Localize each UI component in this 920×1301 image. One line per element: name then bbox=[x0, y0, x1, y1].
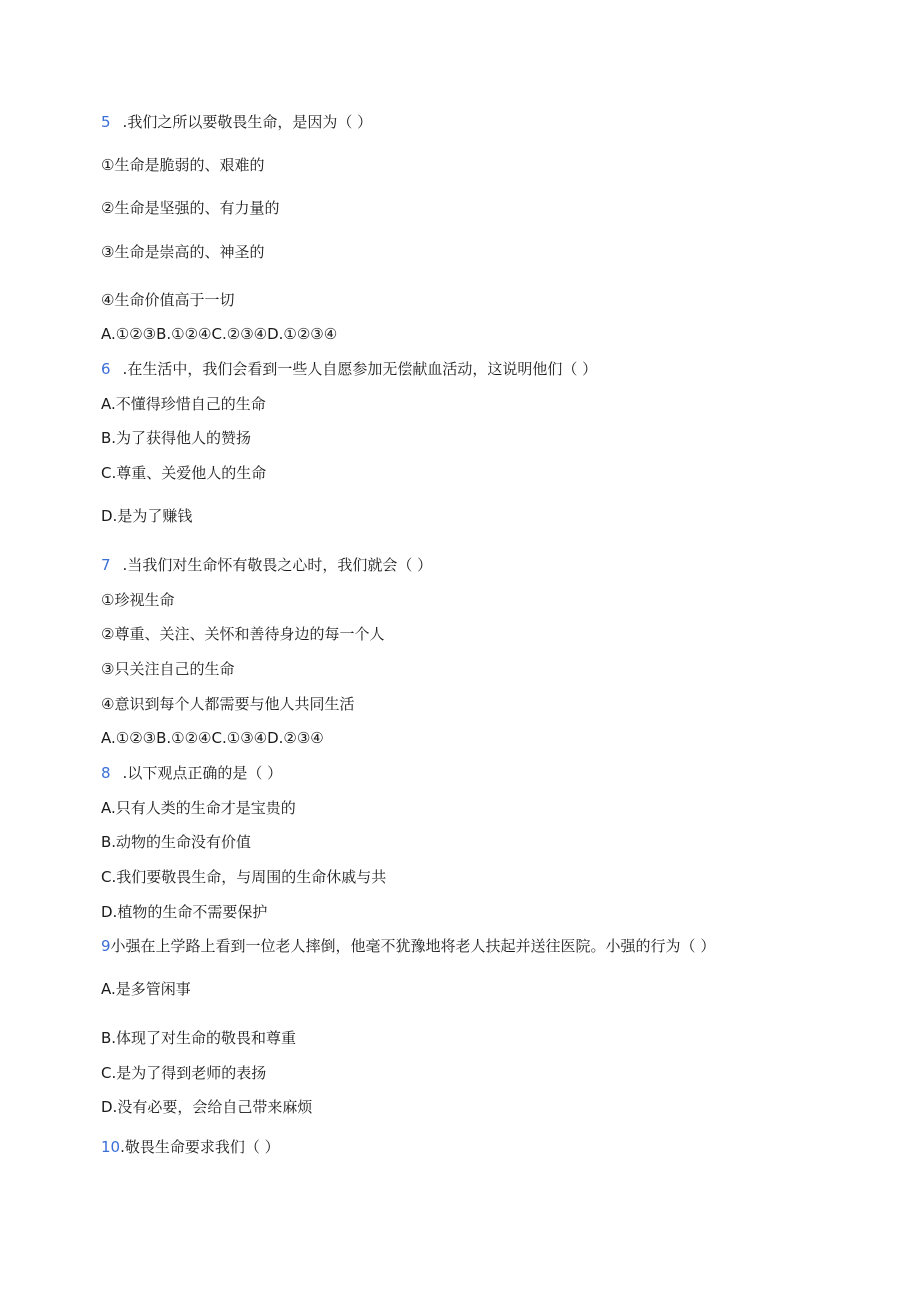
question-7-option-4: ④意识到每个人都需要与他人共同生活 bbox=[101, 695, 355, 713]
question-text: .我们之所以要敬畏生命，是因为（ ） bbox=[122, 113, 373, 131]
question-7-answers: A.①②③B.①②④C.①③④D.②③④ bbox=[101, 729, 324, 747]
question-7-option-2: ②尊重、关注、关怀和善待身边的每一个人 bbox=[101, 625, 385, 643]
question-6-option-d: D.是为了赚钱 bbox=[101, 507, 193, 525]
question-number: 6 bbox=[101, 360, 111, 378]
question-text: 小强在上学路上看到一位老人摔倒，他毫不犹豫地将老人扶起并送往医院。小强的行为（ ） bbox=[110, 937, 716, 955]
question-8-option-b: B.动物的生命没有价值 bbox=[101, 833, 252, 851]
question-5-option-4: ④生命价值高于一切 bbox=[101, 291, 235, 309]
question-6-option-a: A.不懂得珍惜自己的生命 bbox=[101, 395, 266, 413]
question-number: 7 bbox=[101, 556, 111, 574]
question-text: .当我们对生命怀有敬畏之心时，我们就会（ ） bbox=[122, 556, 433, 574]
question-5-option-2: ②生命是坚强的、有力量的 bbox=[101, 199, 280, 217]
question-8-option-d: D.植物的生命不需要保护 bbox=[101, 903, 268, 921]
question-5-answers: A.①②③B.①②④C.②③④D.①②③④ bbox=[101, 325, 338, 343]
question-9-option-a: A.是多管闲事 bbox=[101, 980, 191, 998]
question-number: 5 bbox=[101, 113, 111, 131]
question-text: .以下观点正确的是（ ） bbox=[122, 764, 283, 782]
question-10-stem bbox=[101, 1137, 280, 1157]
question-5-option-3: ③生命是崇高的、神圣的 bbox=[101, 243, 265, 261]
question-6-option-b: B.为了获得他人的赞扬 bbox=[101, 429, 252, 447]
question-8-option-c: C.我们要敬畏生命，与周围的生命休戚与共 bbox=[101, 868, 387, 886]
question-8-stem bbox=[101, 763, 282, 783]
question-9-stem bbox=[101, 936, 715, 956]
question-7-stem bbox=[101, 555, 432, 575]
question-text: .在生活中，我们会看到一些人自愿参加无偿献血活动，这说明他们（ ） bbox=[122, 360, 598, 378]
question-9-option-d: D.没有必要，会给自己带来麻烦 bbox=[101, 1098, 313, 1116]
question-number: 10 bbox=[101, 1138, 121, 1156]
question-7-option-1: ①珍视生命 bbox=[101, 591, 175, 609]
question-6-stem bbox=[101, 359, 597, 379]
question-5-stem bbox=[101, 112, 372, 132]
question-6-option-c: C.尊重、关爱他人的生命 bbox=[101, 464, 267, 482]
question-text: .敬畏生命要求我们（ ） bbox=[120, 1138, 280, 1156]
question-5-option-1: ①生命是脆弱的、艰难的 bbox=[101, 156, 265, 174]
question-number: 8 bbox=[101, 764, 111, 782]
question-9-option-b: B.体现了对生命的敬畏和尊重 bbox=[101, 1029, 297, 1047]
question-number: 9 bbox=[101, 937, 111, 955]
question-7-option-3: ③只关注自己的生命 bbox=[101, 660, 235, 678]
question-9-option-c: C.是为了得到老师的表扬 bbox=[101, 1064, 267, 1082]
question-8-option-a: A.只有人类的生命才是宝贵的 bbox=[101, 799, 296, 817]
